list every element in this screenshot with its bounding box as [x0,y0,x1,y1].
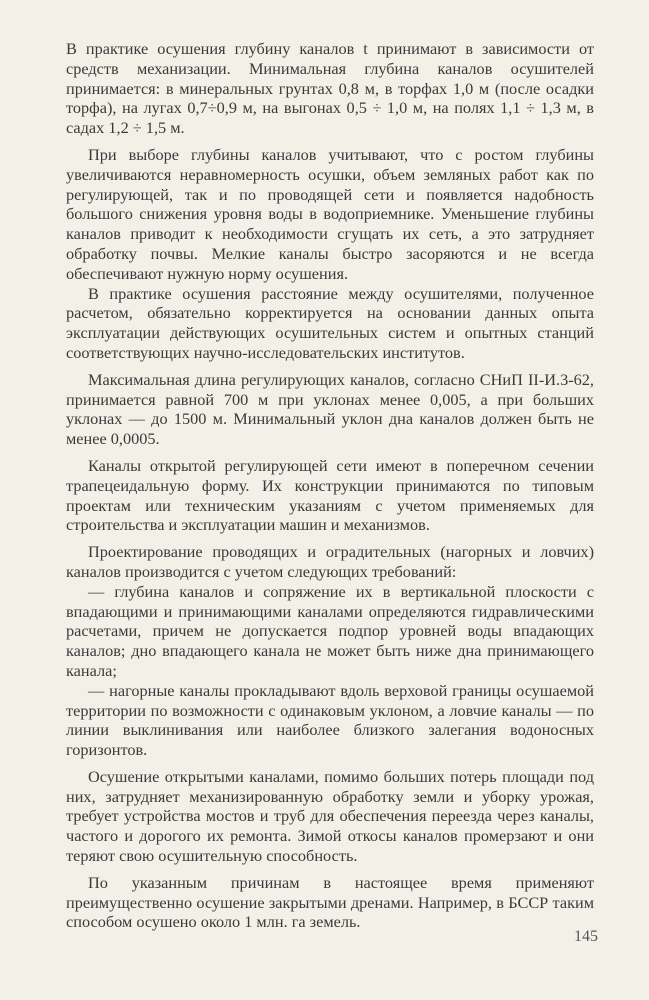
requirement-item-upland-canals: — нагорные каналы прокладывают вдоль верховой границы осушаемой территории по возможности с одинаковым уклоном, а ловчие каналы — по линии выклинивания или наиболее близкого залегания водоносных горизонтов. [66,680,594,760]
paragraph-design-requirements: Проектирование проводящих и оградительных (нагорных и ловчих) каналов производится с учетом следующих требований: [66,542,594,581]
paragraph-closed-drains: По указанным причинам в настоящее время применяют преимущественно осушение закрытыми дренами. Например, в БССР таким способом осушено около 1 млн. га земель. [66,872,594,932]
paragraph-open-canals-drawbacks: Осушение открытыми каналами, помимо больших потерь площади под них, затрудняет механизированную обработку земли и уборку урожая, требует устройства мостов и труб для обеспечения переезда через каналы, частого и дорогого их ремонта. Зимой откосы каналов промерзают и они теряют свою осушительную способность. [66,766,594,866]
page-number: 145 [574,928,598,945]
requirement-item-depth: — глубина каналов и сопряжение их в вертикальной плоскости с впадающими и принимающими каналами определяются гидравлическими расчетами, причем не допускается подпор уровней воды впадающих каналов; дно впадающего канала не может быть ниже дна принимающего канала; [66,581,594,680]
paragraph-open-network: Каналы открытой регулирующей сети имеют в поперечном сечении трапецеидальную форму. Их конструкции принимаются по типовым проектам или техническим указаниям с учетом применяемых для строительства и эксплуатации машин и механизмов. [66,455,594,535]
page-body [66,39,594,932]
paragraph-drain-spacing: В практике осушения расстояние между осушителями, полученное расчетом, обязательно корректируется на основании данных опыта эксплуатации действующих осушительных систем и опытных станций соответствующих научно-исследовательских институтов. [66,283,594,362]
paragraph-canal-depth: В практике осушения глубину каналов t принимают в зависимости от средств механизации. Минимальная глубина каналов осушителей принимается: в минеральных грунтах 0,8 м, в торфах 1,0 м (после осадки торфа), на лугах 0,7÷0,9 м, на выгонах 0,5 ÷ 1,0 м, на полях 1,1 ÷ 1,3 м, в садах 1,2 ÷ 1,5 м. [66,39,594,138]
paragraph-max-length: Максимальная длина регулирующих каналов, согласно СНиП II-И.3-62, принимается равной 700 м при уклонах менее 0,005, а при больших уклонах — до 1500 м. Минимальный уклон дна каналов должен быть не менее 0,0005. [66,369,594,449]
paragraph-depth-selection: При выборе глубины каналов учитывают, что с ростом глубины увеличиваются неравномерность осушки, объем земляных работ как по регулирующей, так и по проводящей сети и появляется надобность большого снижения уровня воды в водоприемнике. Уменьшение глубины каналов приводит к необходимости сгущать их сеть, а это затрудняет обработку почвы. Мелкие каналы быстро засоряются и не всегда обеспечивают нужную норму осушения. [66,144,594,283]
